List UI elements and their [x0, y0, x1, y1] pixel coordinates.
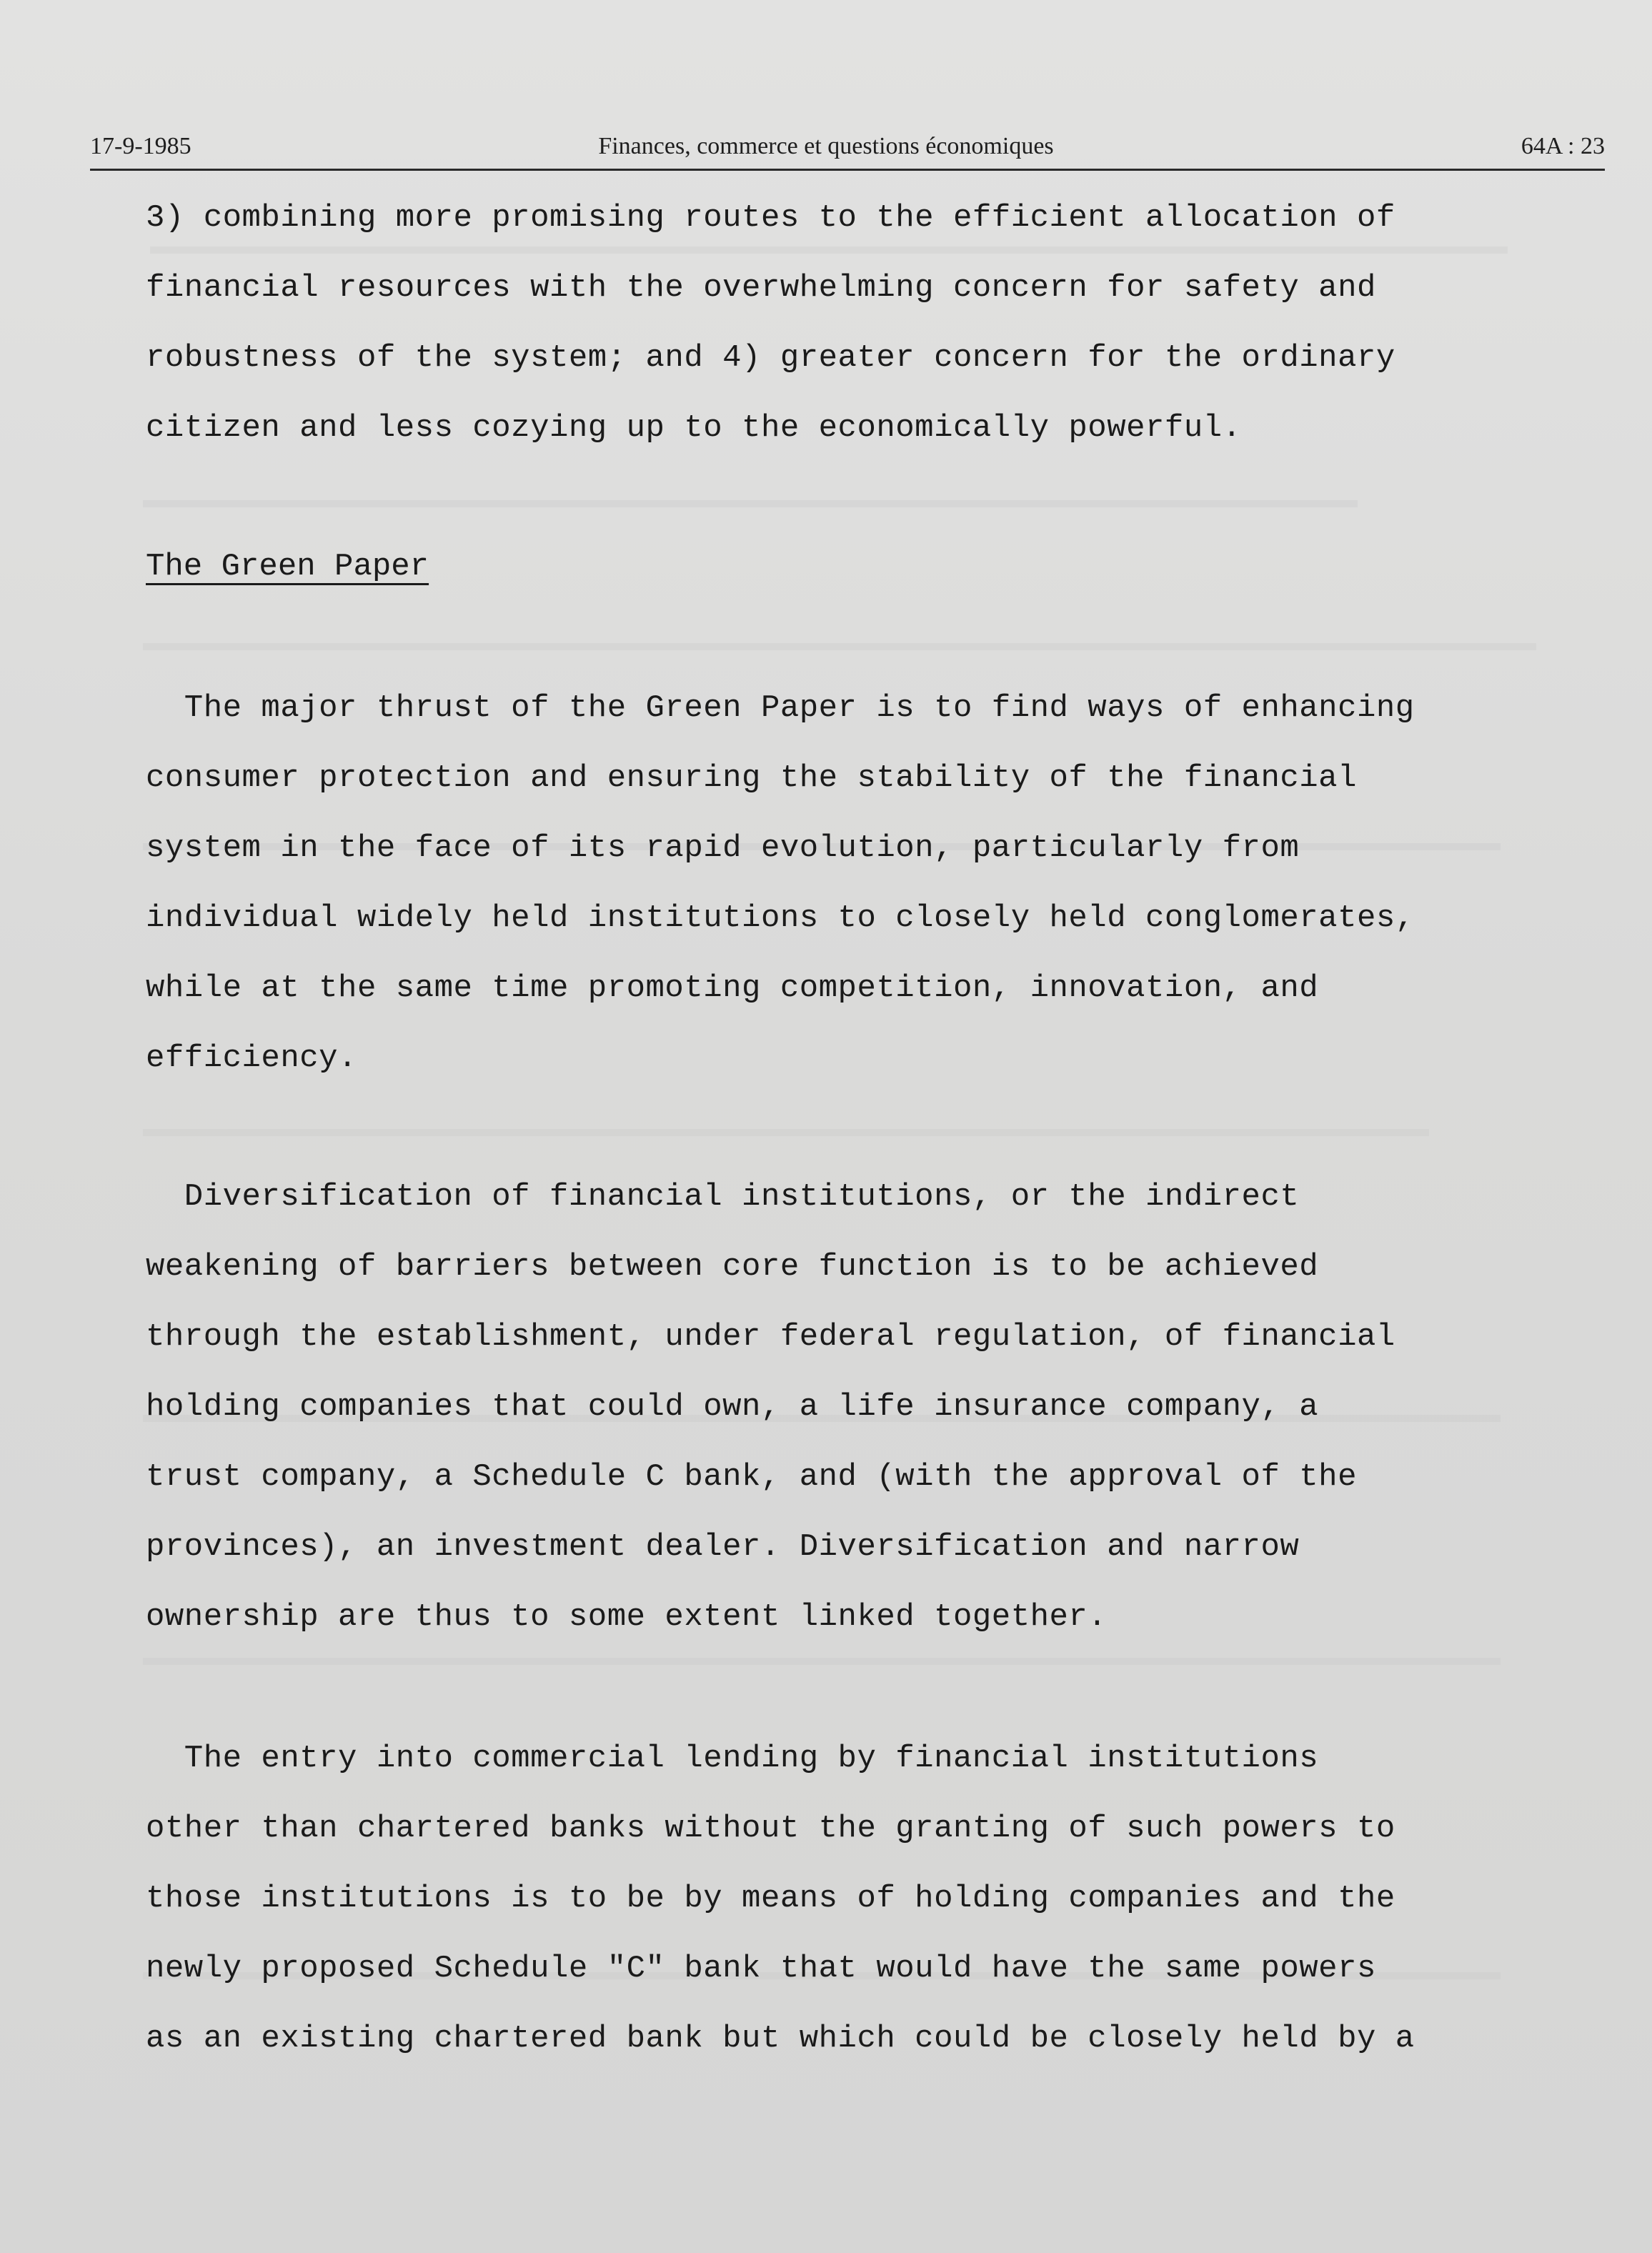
- text-line: weakening of barriers between core function is to be achieved: [146, 1249, 1319, 1285]
- text-line: efficiency.: [146, 1040, 357, 1076]
- header-page-ref: 64A : 23: [1521, 133, 1605, 159]
- text-line: The entry into commercial lending by financial institutions: [146, 1741, 1319, 1776]
- text-line: system in the face of its rapid evolution, particularly from: [146, 830, 1300, 866]
- page-header: [90, 129, 1605, 171]
- text-line: 3) combining more promising routes to the efficient allocation of: [146, 200, 1395, 236]
- text-line: individual widely held institutions to closely held conglomerates,: [146, 900, 1415, 936]
- text-line: robustness of the system; and 4) greater concern for the ordinary: [146, 340, 1395, 376]
- text-line: consumer protection and ensuring the stability of the financial: [146, 760, 1357, 796]
- text-line: through the establishment, under federal regulation, of financial: [146, 1319, 1395, 1355]
- header-rule: [90, 169, 1605, 171]
- text-line: Diversification of financial institutions, or the indirect: [146, 1179, 1300, 1215]
- text-line: citizen and less cozying up to the economically powerful.: [146, 410, 1242, 446]
- text-line: provinces), an investment dealer. Diversification and narrow: [146, 1529, 1300, 1565]
- text-line: while at the same time promoting competition, innovation, and: [146, 970, 1319, 1006]
- text-line: other than chartered banks without the granting of such powers to: [146, 1811, 1395, 1846]
- text-line: holding companies that could own, a life insurance company, a: [146, 1389, 1319, 1425]
- text-line: financial resources with the overwhelming concern for safety and: [146, 270, 1376, 306]
- header-title: Finances, commerce et questions économiques: [598, 133, 1054, 159]
- header-date: 17-9-1985: [90, 133, 191, 159]
- text-line: those institutions is to be by means of holding companies and the: [146, 1881, 1395, 1916]
- text-line: trust company, a Schedule C bank, and (with the approval of the: [146, 1459, 1357, 1495]
- section-heading: The Green Paper: [146, 549, 429, 585]
- text-line: as an existing chartered bank but which could be closely held by a: [146, 2021, 1415, 2056]
- text-line: ownership are thus to some extent linked together.: [146, 1599, 1108, 1635]
- text-line: newly proposed Schedule "C" bank that would have the same powers: [146, 1951, 1376, 1986]
- text-line: The major thrust of the Green Paper is to find ways of enhancing: [146, 690, 1415, 726]
